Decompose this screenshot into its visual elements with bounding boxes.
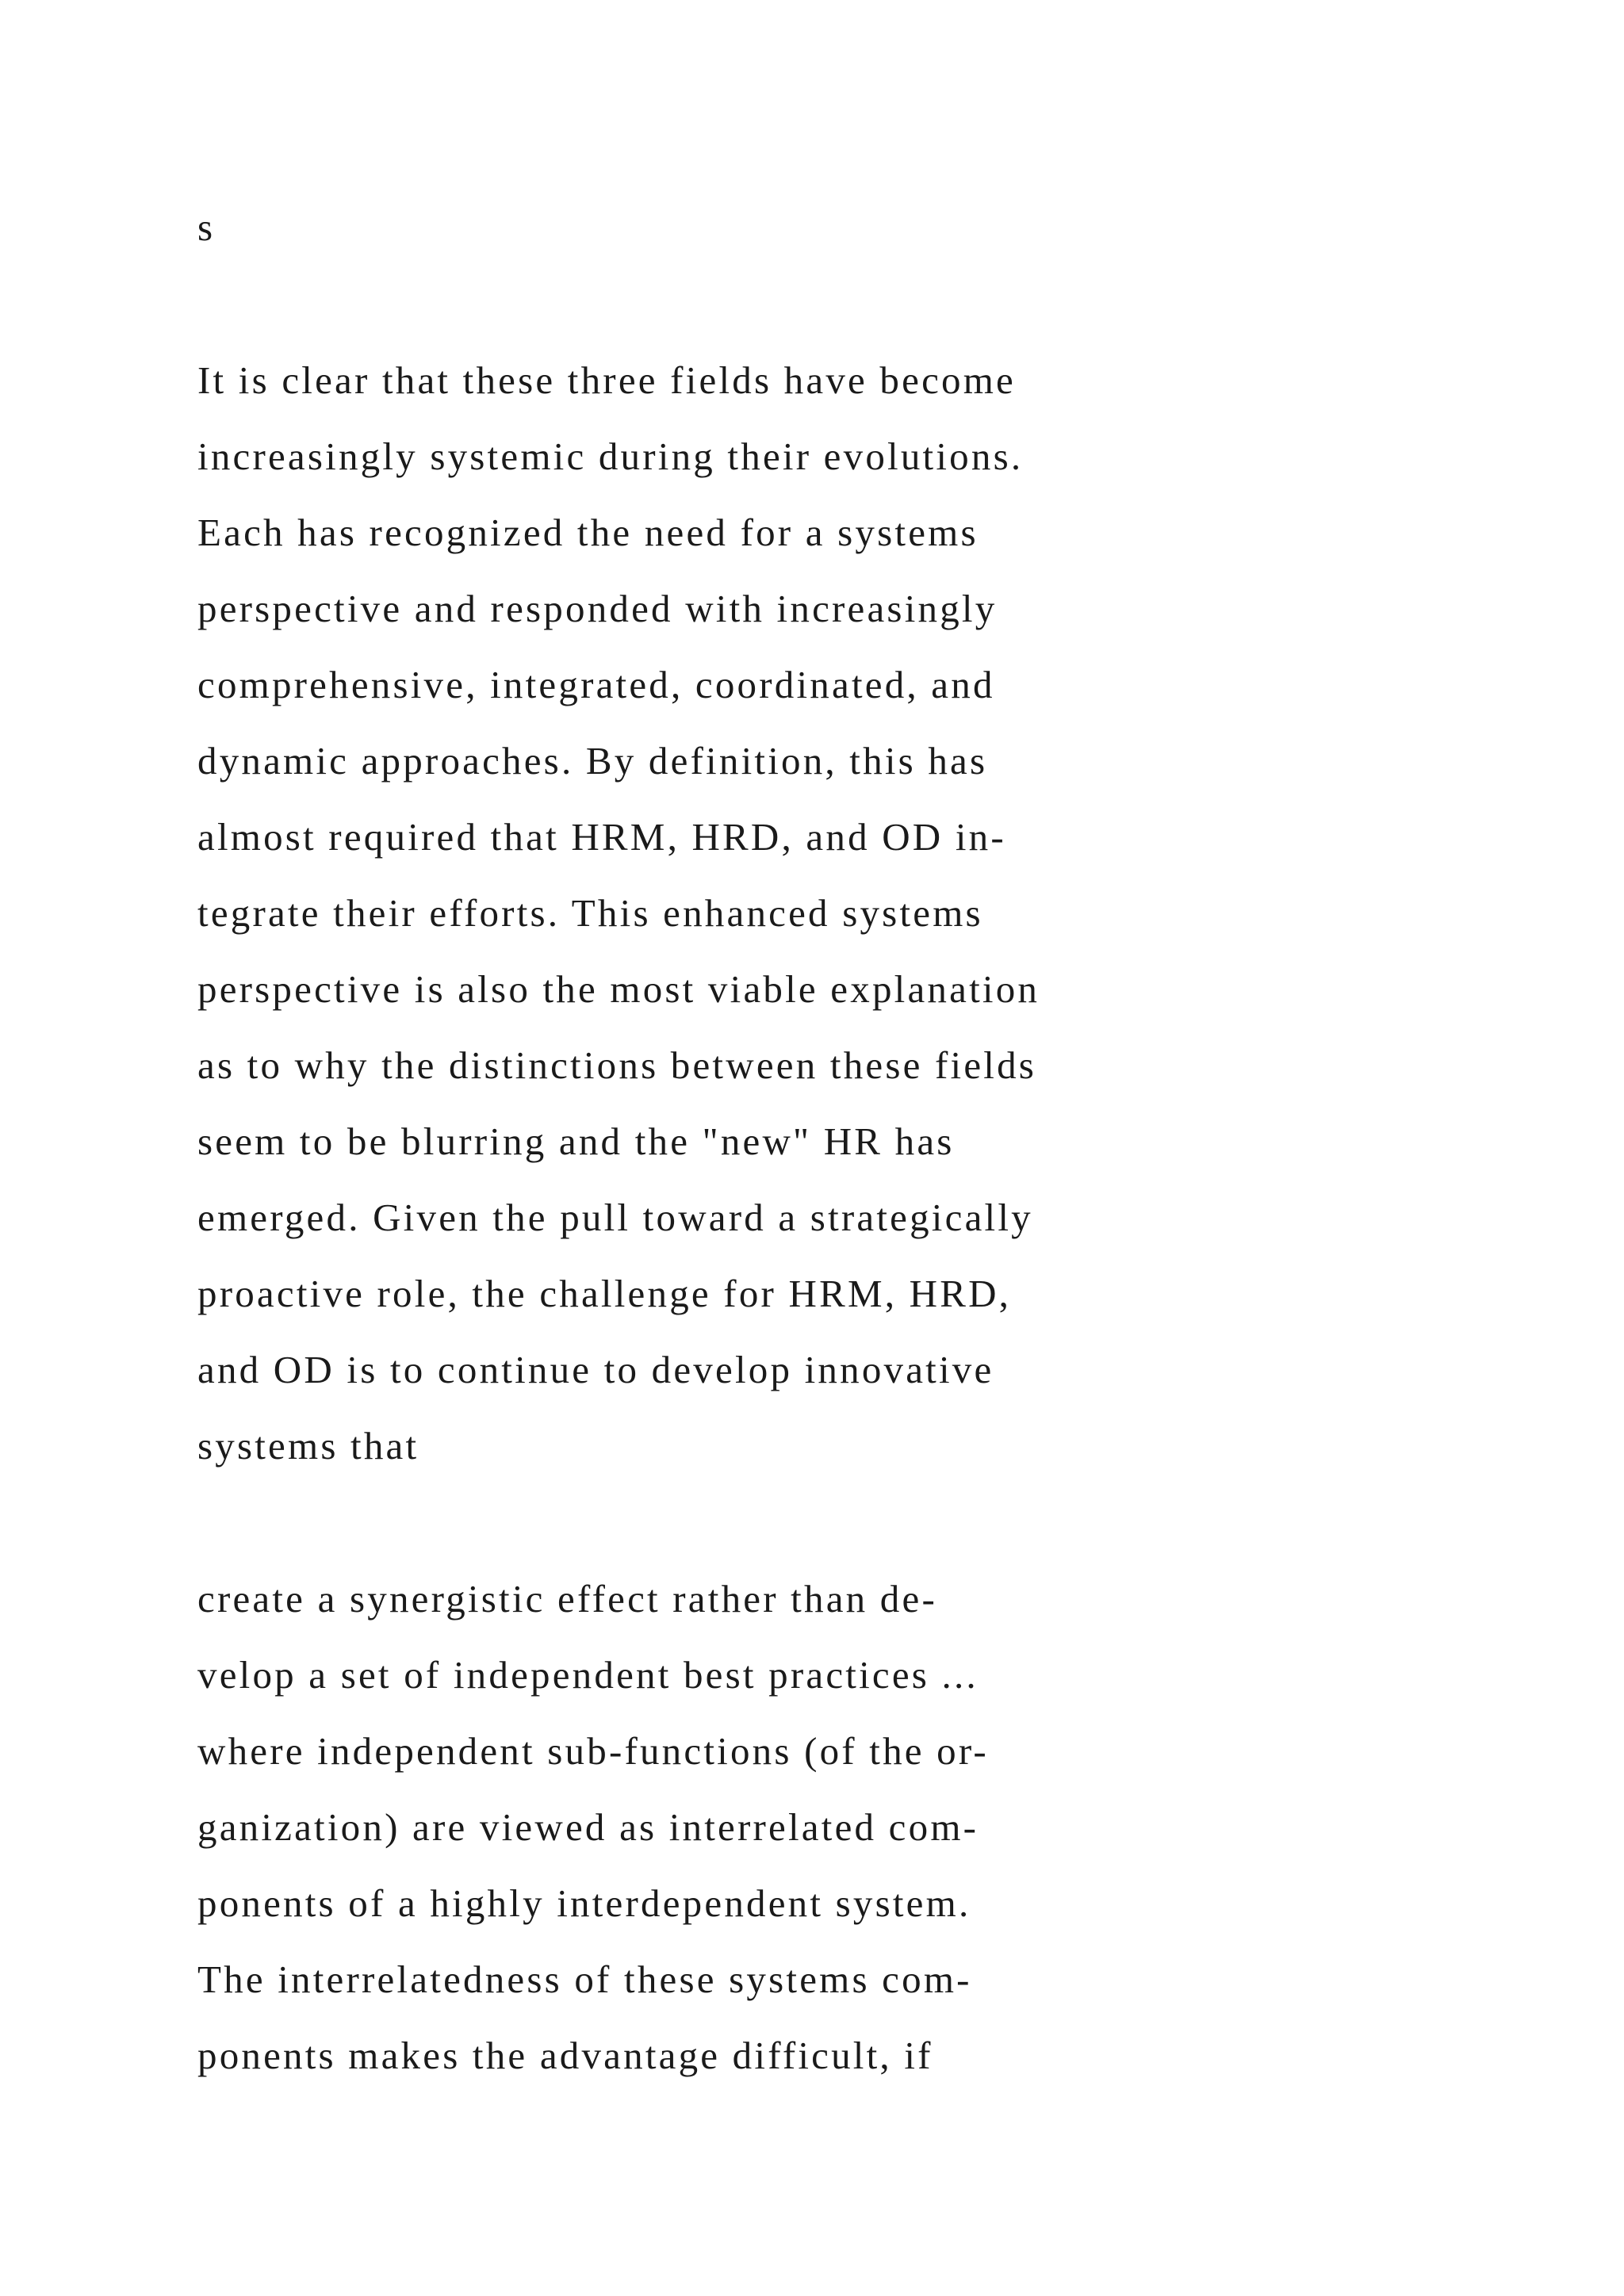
text-line: Each has recognized the need for a systems bbox=[197, 511, 979, 554]
text-line: proactive role, the challenge for HRM, HRD, bbox=[197, 1272, 1012, 1315]
text-line: velop a set of independent best practices ... bbox=[197, 1653, 979, 1697]
text-line: comprehensive, integrated, coordinated, and bbox=[197, 663, 995, 706]
text-line: create a synergistic effect rather than de- bbox=[197, 1577, 937, 1621]
text-line: almost required that HRM, HRD, and OD in- bbox=[197, 815, 1006, 859]
text-line: where independent sub-functions (of the or- bbox=[197, 1729, 989, 1773]
text-line: seem to be blurring and the "new" HR has bbox=[197, 1119, 955, 1163]
text-line: as to why the distinctions between these fields bbox=[197, 1043, 1037, 1087]
text-line: emerged. Given the pull toward a strategically bbox=[197, 1196, 1033, 1239]
text-line: tegrate their efforts. This enhanced systems bbox=[197, 891, 983, 935]
text-line: ponents makes the advantage difficult, if bbox=[197, 2034, 933, 2077]
text-line: systems that bbox=[197, 1424, 419, 1468]
text-line: It is clear that these three fields have become bbox=[197, 358, 1016, 402]
text-line: and OD is to continue to develop innovative bbox=[197, 1348, 994, 1391]
text-line: perspective is also the most viable explanation bbox=[197, 967, 1040, 1011]
text-line: dynamic approaches. By definition, this has bbox=[197, 739, 988, 783]
text-line: ganization) are viewed as interrelated com- bbox=[197, 1805, 979, 1849]
text-line: increasingly systemic during their evolutions. bbox=[197, 434, 1024, 478]
text-line: The interrelatedness of these systems com- bbox=[197, 1957, 972, 2001]
header-fragment: s bbox=[197, 205, 216, 249]
text-line: ponents of a highly interdependent system. bbox=[197, 1881, 971, 1925]
text-line: perspective and responded with increasingly bbox=[197, 587, 998, 630]
